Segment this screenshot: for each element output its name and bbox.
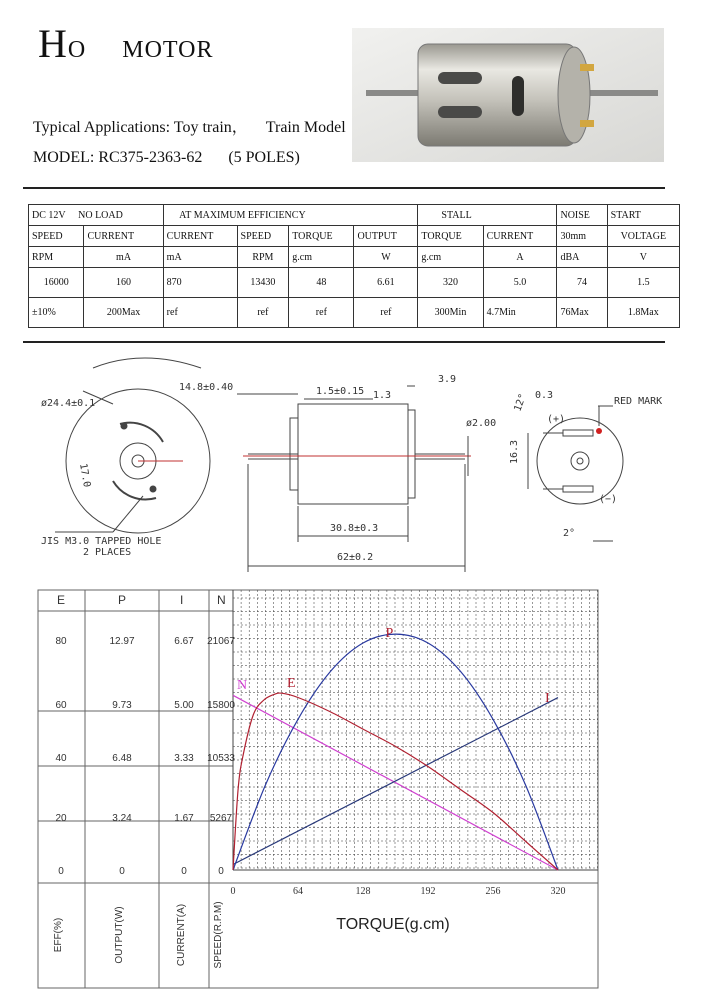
spec-cell: g.cm (289, 247, 354, 268)
axis-header-P: P (118, 593, 127, 607)
spec-group-noise: NOISE (557, 205, 607, 226)
title-o: O (67, 37, 87, 63)
spec-cell: RPM (237, 247, 289, 268)
spec-cell: V (607, 247, 679, 268)
spec-cell: 4.7Min (483, 298, 557, 328)
spec-cell: 870 (163, 268, 237, 298)
spec-cell: 1.8Max (607, 298, 679, 328)
page-title (38, 20, 213, 67)
spec-cell: 30mm (557, 226, 607, 247)
y-tick-label: 5267 (209, 813, 233, 824)
y-tick-label: 80 (55, 636, 67, 647)
plus-mark: (+) (547, 414, 566, 425)
title-initial: H (38, 21, 68, 66)
axis-title: SPEED(R.P.M) (213, 901, 224, 969)
spec-cell: 13430 (237, 268, 289, 298)
spec-cell: 1.5 (607, 268, 679, 298)
dim-body-length: 30.8±0.3 (330, 523, 379, 534)
model-text: MODEL: RC375-2363-62 (33, 149, 203, 166)
dim-c: 3.9 (438, 374, 457, 385)
spec-cell: mA (84, 247, 163, 268)
spec-cell: SPEED (237, 226, 289, 247)
spec-cell: TORQUE (418, 226, 483, 247)
y-tick-label: 3.33 (174, 753, 194, 764)
spec-cell: CURRENT (84, 226, 163, 247)
y-tick-label: 3.24 (112, 813, 132, 824)
spec-cell: 16000 (29, 268, 84, 298)
axis-header-I: I (180, 593, 184, 607)
spec-cell: 300Min (418, 298, 483, 328)
spec-value-row (29, 268, 680, 298)
spec-cell: 76Max (557, 298, 607, 328)
applications-text: Typical Applications: Toy train， (33, 119, 248, 136)
chart-grid (233, 590, 598, 870)
spec-cell: SPEED (29, 226, 84, 247)
curve-label-E: E (287, 676, 296, 691)
y-tick-label: 6.67 (174, 636, 194, 647)
tapped-hole-line1: JIS M3.0 TAPPED HOLE (41, 536, 162, 547)
spec-cell: RPM (29, 247, 84, 268)
y-tick-label: 40 (55, 753, 67, 764)
curve-label-I: I (545, 691, 550, 706)
spec-unit-row (29, 247, 680, 268)
y-tick-label: 0 (119, 866, 125, 877)
spec-cell: 74 (557, 268, 607, 298)
dimension-drawing (23, 346, 663, 578)
y-tick-label: 60 (55, 700, 67, 711)
x-tick-label: 256 (485, 886, 501, 897)
side-view (237, 386, 471, 572)
spec-table (28, 204, 680, 328)
y-tick-label: 21067 (207, 636, 235, 647)
axis-title: EFF(%) (53, 917, 64, 953)
performance-chart (23, 587, 663, 990)
spec-cell: dBA (557, 247, 607, 268)
dim-diameter: ø24.4±0.1 (41, 398, 96, 409)
bottom-angle: 2° (563, 528, 576, 539)
x-tick-label: 192 (420, 886, 436, 897)
spec-cell: 320 (418, 268, 483, 298)
dim-boss-length: 14.8±0.40 (179, 382, 234, 393)
spec-group-row (29, 205, 680, 226)
title-motor: MOTOR (122, 37, 214, 63)
spec-group-efficiency: AT MAXIMUM EFFICIENCY (163, 205, 418, 226)
y-tick-label: 15800 (207, 700, 235, 711)
axis-header-E: E (57, 593, 66, 607)
poles-text: (5 POLES) (228, 149, 300, 166)
dim-overall-length: 62±0.2 (337, 552, 374, 563)
divider-middle (23, 341, 665, 343)
spec-cell: 5.0 (483, 268, 557, 298)
dim-hole-spacing: 17.0 (77, 462, 93, 489)
spec-cell: OUTPUT (354, 226, 418, 247)
spec-cell: mA (163, 247, 237, 268)
x-tick-label: 64 (293, 886, 303, 897)
spec-cell: CURRENT (483, 226, 557, 247)
spec-cell: ref (163, 298, 237, 328)
spec-cell: VOLTAGE (607, 226, 679, 247)
y-tick-label: 0 (181, 866, 187, 877)
spec-tolerance-row (29, 298, 680, 328)
spec-cell: g.cm (418, 247, 483, 268)
red-mark-dot (596, 428, 602, 434)
minus-mark: (−) (599, 494, 618, 505)
applications-line (33, 114, 346, 137)
x-tick-label: 320 (550, 886, 566, 897)
spec-cell: ref (354, 298, 418, 328)
dim-angle: 12° (512, 392, 529, 414)
y-tick-label: 6.48 (112, 753, 132, 764)
divider-top (23, 187, 665, 189)
red-mark-label: RED MARK (614, 396, 663, 407)
y-tick-label: 9.73 (112, 700, 132, 711)
x-tick-label: 128 (355, 886, 371, 897)
axis-title: OUTPUT(W) (114, 906, 125, 964)
spec-group-noload: DC 12V NO LOAD (29, 205, 164, 226)
dim-b: 1.3 (373, 390, 392, 401)
dim-a: 1.5±0.15 (316, 386, 365, 397)
y-tick-label: 20 (55, 813, 67, 824)
y-tick-label: 5.00 (174, 700, 194, 711)
y-tick-label: 1.67 (174, 813, 194, 824)
spec-cell: TORQUE (289, 226, 354, 247)
x-axis-title: TORQUE(g.cm) (336, 916, 450, 933)
spec-cell: 48 (289, 268, 354, 298)
motor-photo (352, 28, 664, 162)
spec-param-row (29, 226, 680, 247)
x-tick-label: 0 (230, 886, 236, 897)
y-tick-label: 10533 (207, 753, 235, 764)
spec-group-stall: STALL (418, 205, 557, 226)
curve-label-P: P (385, 626, 394, 641)
curve-label-N: N (237, 678, 248, 693)
spec-cell: A (483, 247, 557, 268)
axis-header-N: N (217, 593, 226, 607)
spec-cell: W (354, 247, 418, 268)
dim-terminal-width: 0.3 (535, 390, 554, 401)
model-line (33, 149, 300, 167)
dim-shaft: ø2.00 (466, 418, 497, 429)
spec-cell: 6.61 (354, 268, 418, 298)
y-tick-label: 12.97 (109, 636, 135, 647)
spec-cell: ref (289, 298, 354, 328)
y-tick-label: 0 (58, 866, 64, 877)
axis-title: CURRENT(A) (176, 903, 187, 967)
rear-view (528, 406, 623, 541)
applications-extra: Train Model (265, 119, 346, 136)
spec-cell: 160 (84, 268, 163, 298)
spec-group-start: START (607, 205, 679, 226)
chart-labels (53, 593, 566, 969)
dim-terminal-height: 16.3 (509, 439, 520, 464)
tapped-hole-line2: 2 PLACES (83, 547, 132, 558)
spec-cell: ref (237, 298, 289, 328)
spec-cell: 200Max (84, 298, 163, 328)
y-tick-label: 0 (218, 866, 224, 877)
spec-cell: ±10% (29, 298, 84, 328)
spec-cell: CURRENT (163, 226, 237, 247)
